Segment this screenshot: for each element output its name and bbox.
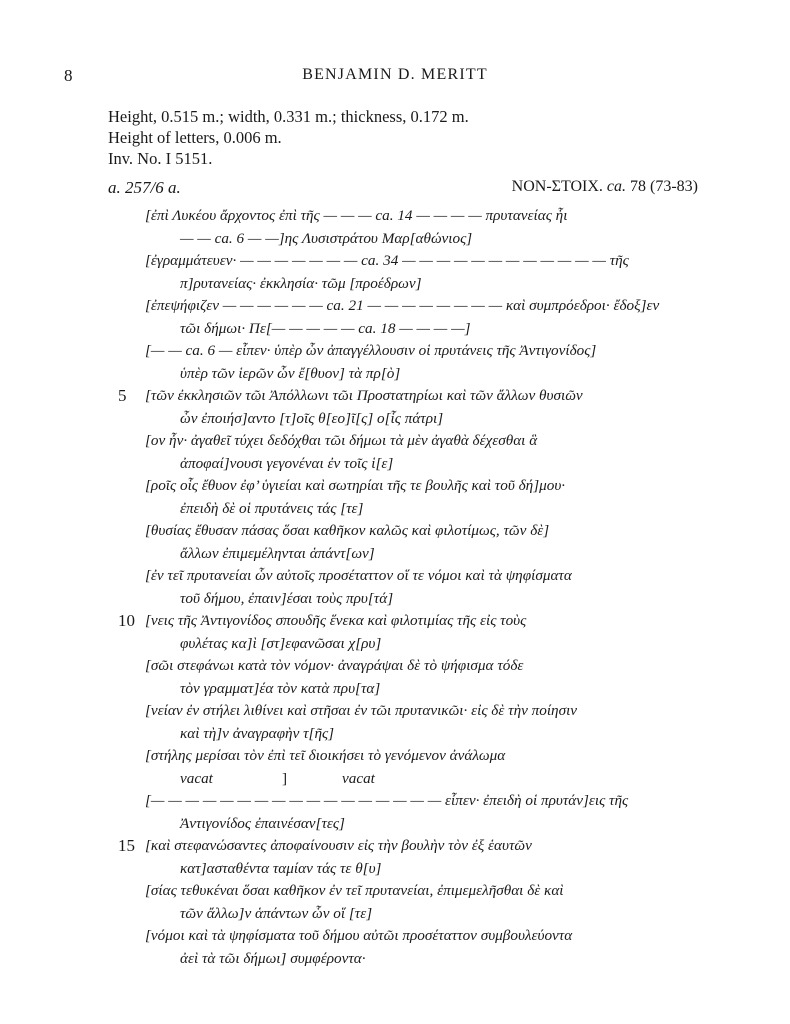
line-text: κατ]ασταθέντα ταμίαν τάς τε θ[υ]	[180, 859, 382, 877]
stoich-ca: ca.	[606, 178, 627, 195]
vacat-right: vacat	[342, 769, 375, 787]
line-text: ἄλλων ἐπιμεμέληνται ἁπάντ[ων]	[180, 544, 375, 562]
inscription-line	[0, 520, 790, 543]
running-head: BENJAMIN D. MERITT	[302, 66, 488, 83]
inscription-line	[0, 565, 790, 588]
vacat-left: vacat	[180, 769, 213, 787]
inventory-number: Inv. No. I 5151.	[108, 149, 213, 168]
line-text: [— — — — — — — — — — — — — — — — — εἶπεν· ἐπειδὴ οἱ πρυτάν]εις τῆς	[145, 792, 629, 809]
inscription-line	[0, 340, 790, 363]
inscription-line	[0, 700, 790, 723]
specimen-metadata	[108, 106, 469, 169]
line-text: [ροῖς οἷς ἔθυον ἐφ’ ὑγιείαι καὶ σωτηρίαι τῆς τε βουλῆς καὶ τοῦ δή]μου·	[145, 477, 566, 494]
inscription-line	[0, 678, 790, 701]
inscription-line	[0, 768, 790, 791]
inscription-line	[0, 363, 790, 386]
line-number: 10	[118, 611, 135, 630]
line-text: τοῦ δήμου, ἐπαιν]έσαι τοὺς πρυ[τά]	[180, 589, 394, 607]
inscription-line	[0, 633, 790, 656]
date-line: a. 257/6 a.	[108, 178, 181, 197]
inscription-line	[0, 813, 790, 836]
inscription-line	[0, 880, 790, 903]
line-text: [τῶν ἐκκλησιῶν τῶι Ἀπόλλωνι τῶι Προστατηρίωι καὶ τῶν ἄλλων θυσιῶν	[145, 387, 583, 404]
line-text: τῶν ἄλλω]ν ἁπάντων ὧν οἵ [τε]	[180, 904, 373, 922]
line-text: τῶι δήμωι· Πε[— — — — — ca. 18 — — — —]	[180, 319, 471, 337]
line-number: 15	[118, 836, 135, 855]
inscription-line	[0, 610, 790, 633]
stoich-count: 78 (73-83)	[630, 178, 698, 195]
line-text: [ἐπεψήφιζεν — — — — — — ca. 21 — — — — — — — — καὶ συμπρόεδροι· ἔδοξ]εν	[145, 297, 660, 314]
inscription-line	[0, 835, 790, 858]
line-text: ἀποφαί]νουσι γεγονέναι ἐν τοῖς ἱ[ε]	[180, 454, 394, 472]
line-text: [στήλης μερίσαι τὸν ἐπὶ τεῖ διοικήσει τὸ γενόμενον ἀνάλωμα	[145, 747, 506, 764]
line-text: τὸν γραμματ]έα τὸν κατὰ πρυ[τα]	[180, 679, 381, 697]
inscription-line	[0, 655, 790, 678]
inscription-line	[0, 745, 790, 768]
line-text: [ἐγραμμάτευεν· — — — — — — — ca. 34 — — — — — — — — — — — — τῆς	[145, 252, 629, 269]
inscription-line	[0, 948, 790, 971]
line-text: [νεις τῆς Ἀντιγονίδος σπουδῆς ἕνεκα καὶ φιλοτιμίας τῆς εἰς τοὺς	[145, 612, 527, 629]
line-text: [νείαν ἐν στήλει λιθίνει καὶ στῆσαι ἐν τῶι πρυτανικῶι· εἰς δὲ τὴν ποίησιν	[145, 702, 578, 719]
stoichedon-note	[512, 178, 698, 196]
line-text: [σίας τεθυκέναι ὅσαι καθῆκον ἐν τεῖ πρυτανείαι, ἐπιμεμελῆσθαι δὲ καὶ	[145, 882, 564, 899]
inscription-line	[0, 903, 790, 926]
inscription-line	[0, 475, 790, 498]
inscription-line	[0, 790, 790, 813]
line-text: ὧν ἐποιήσ]αντο [τ]οῖς θ[εο]ῖ[ς] ο[ἷς πάτρι]	[180, 409, 444, 427]
line-text: [καὶ στεφανώσαντες ἀποφαίνουσιν εἰς τὴν βουλὴν τὸν ἐξ ἑαυτῶν	[145, 837, 532, 854]
inscription-line	[0, 250, 790, 273]
line-text: Ἀντιγονίδος ἐπαινέσαν[τες]	[180, 814, 345, 832]
inscription-line	[0, 543, 790, 566]
line-text: [σῶι στεφάνωι κατὰ τὸν νόμον· ἀναγράψαι δὲ τὸ ψήφισμα τόδε	[145, 657, 524, 674]
inscription-line	[0, 385, 790, 408]
inscription-line	[0, 295, 790, 318]
dimensions-line: Height, 0.515 m.; width, 0.331 m.; thickness, 0.172 m.	[108, 107, 469, 126]
line-text: [— — ca. 6 — εἶπεν· ὑπὲρ ὧν ἀπαγγέλλουσιν οἱ πρυτάνεις τῆς Ἀντιγονίδος]	[145, 342, 597, 359]
inscription-line	[0, 228, 790, 251]
inscription-line	[0, 925, 790, 948]
letter-height-line: Height of letters, 0.006 m.	[108, 128, 282, 147]
line-text: [θυσίας ἔθυσαν πάσας ὅσαι καθῆκον καλῶς καὶ φιλοτίμως, τῶν δὲ]	[145, 522, 550, 539]
line-text: φυλέτας κα]ὶ [στ]εφανῶσαι χ[ρυ]	[180, 634, 382, 652]
inscription-line	[0, 205, 790, 228]
line-text: [ἐπὶ Λυκέου ἄρχοντος ἐπὶ τῆς — — — ca. 14 — — — — πρυτανείας ἧι	[145, 207, 568, 224]
inscription-line	[0, 723, 790, 746]
stoich-prefix: NON-ΣΤΟΙΧ.	[511, 178, 603, 195]
inscription-line	[0, 453, 790, 476]
inscription-line	[0, 273, 790, 296]
line-text: [ον ἦν· ἀγαθεῖ τύχει δεδόχθαι τῶι δήμωι τὰ μὲν ἀγαθὰ δέχεσθαι ἃ	[145, 432, 538, 449]
inscription-line	[0, 588, 790, 611]
line-number: 5	[118, 386, 127, 405]
inscription-line	[0, 498, 790, 521]
inscription-line	[0, 318, 790, 341]
vacat-bracket: ]	[282, 769, 288, 787]
line-text: ἀεὶ τὰ τῶι δήμωι] συμφέροντα·	[180, 949, 366, 967]
line-text: ἐπειδὴ δὲ οἱ πρυτάνεις τάς [τε]	[180, 499, 364, 517]
line-text: [νόμοι καὶ τὰ ψηφίσματα τοῦ δήμου αὐτῶι προσέταττον συμβουλεύοντα	[145, 927, 573, 944]
line-text: καὶ τὴ]ν ἀναγραφὴν τ[ῆς]	[180, 724, 335, 742]
inscription-line	[0, 408, 790, 431]
inscription-line	[0, 430, 790, 453]
page-number: 8	[64, 66, 73, 85]
inscription-line	[0, 858, 790, 881]
line-text: — — ca. 6 — —]ης Λυσιστράτου Μαρ[αθώνιος]	[180, 229, 473, 247]
line-text: [ἐν τεῖ πρυτανείαι ὧν αὐτοῖς προσέταττον οἵ τε νόμοι καὶ τὰ ψηφίσματα	[145, 567, 572, 584]
line-text: π]ρυτανείας· ἐκκλησία· τῶμ [προέδρων]	[180, 274, 422, 292]
inscription-text	[0, 205, 790, 970]
line-text: ὑπὲρ τῶν ἱερῶν ὧν ἔ[θυον] τὰ πρ[ὸ]	[180, 364, 401, 382]
